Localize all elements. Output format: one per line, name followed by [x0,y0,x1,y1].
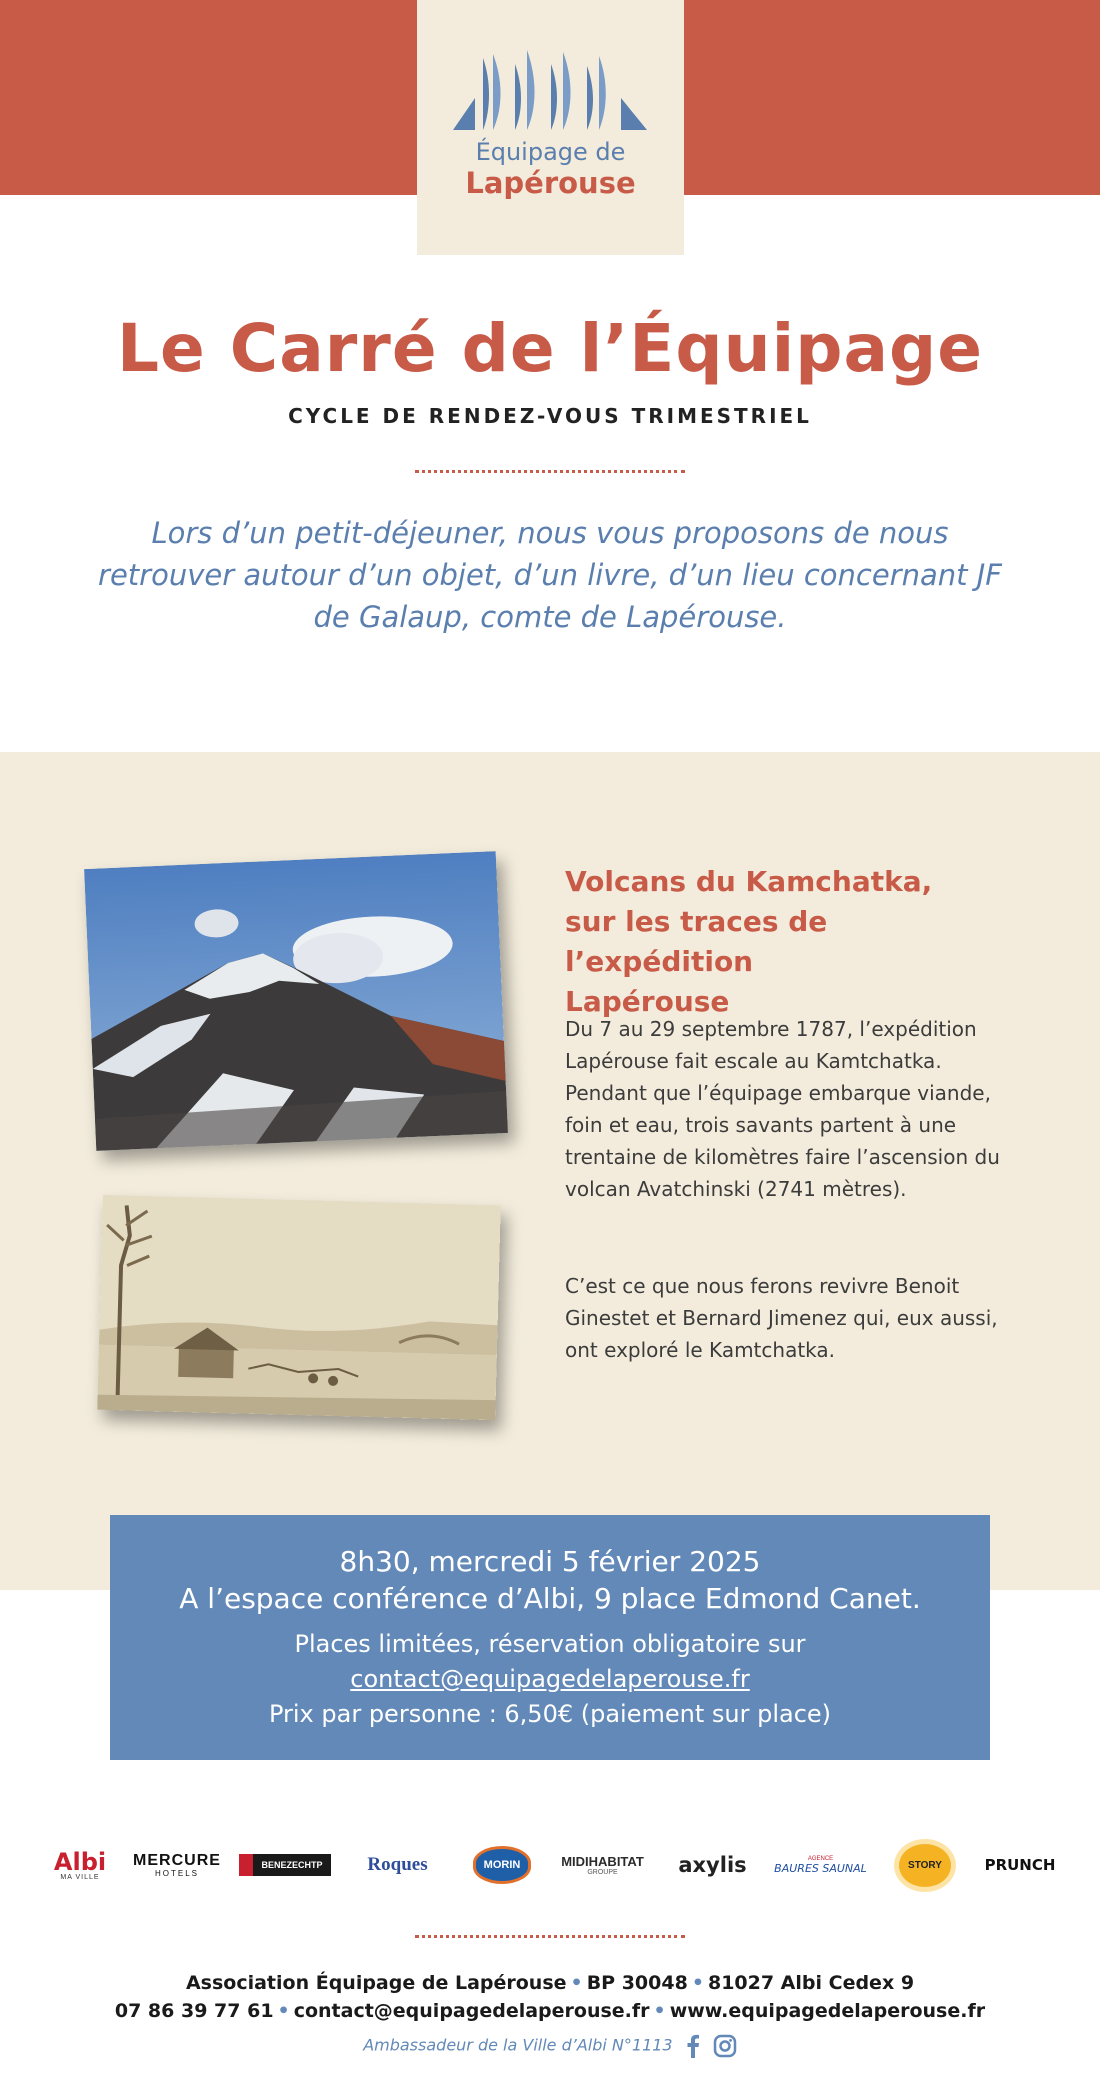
sponsor-albi-logo: Albi MA VILLE [53,1847,107,1881]
footer-website-link[interactable]: www.equipagedelaperouse.fr [669,2000,986,2022]
volcano-photo [84,851,508,1151]
event-location: A l’espace conférence d’Albi, 9 place Edmond Canet. [179,1582,921,1615]
sponsor-mercure-logo: MERCURE HOTELS [133,1851,221,1878]
event-title-line: Volcans du Kamchatka, [565,865,933,898]
event-info-box [110,1515,990,1760]
event-title-line: sur les traces de l’expédition [565,905,828,978]
event-datetime: 8h30, mercredi 5 février 2025 [339,1545,761,1578]
intro-text: Lors d’un petit-déjeuner, nous vous proposons de nous retrouver autour d’un objet, d’un livre, d’un lieu concernant JF de Galaup, comte de Lapérouse. [98,516,1002,634]
booking-email-link[interactable]: contact@equipagedelaperouse.fr [350,1665,750,1693]
bullet-separator: • [691,1972,704,1994]
sponsor-morin-logo: MORIN [470,1835,534,1895]
bullet-separator: • [653,2000,666,2022]
price-text: Prix par personne : 6,50€ (paiement sur place) [268,1700,832,1728]
footer-phone[interactable]: 07 86 39 77 61 [114,2000,274,2022]
page-title: Le Carré de l’Équipage [116,310,983,387]
sponsor-axylis-logo: axylis [678,1853,747,1877]
sponsor-prunch-logo: PRUNCH [984,1856,1056,1874]
engraving-image [97,1195,500,1420]
event-title [565,862,1005,1022]
footer-ambassador [0,2034,1100,2058]
sponsor-story-logo: STORY [893,1835,957,1895]
sponsor-roques-logo: Roques [367,1854,428,1875]
sponsor-baures-saunal-logo: AGENCE BAURES SAUNAL [774,1855,867,1875]
dotted-divider [415,1935,685,1938]
footer-contact [0,2000,1100,2022]
ambassador-text: Ambassadeur de la Ville d’Albi N°1113 [363,2035,673,2055]
sponsor-midihabitat-logo: MIDIHABITAT GROUPE [561,1853,644,1876]
logo-text-line1: Équipage de [475,138,626,166]
event-title-line: Lapérouse [565,985,730,1018]
footer-address [0,1972,1100,1994]
event-description-2: C’est ce que nous ferons revivre Benoit Ginestet et Bernard Jimenez qui, eux aussi, ont exploré le Kamtchatka. [565,1274,998,1362]
instagram-icon[interactable] [713,2034,737,2058]
sponsor-logos [45,1835,1065,1895]
footer-email-link[interactable]: contact@equipagedelaperouse.fr [293,2000,650,2022]
footer-city: 81027 Albi Cedex 9 [707,1972,915,1994]
bullet-separator: • [277,2000,290,2022]
footer-assoc: Association Équipage de Lapérouse [185,1972,567,1994]
booking-text: Places limitées, réservation obligatoire sur [294,1630,806,1658]
event-description-1: Du 7 au 29 septembre 1787, l’expédition Lapérouse fait escale au Kamtchatka. Pendant que l’équipage embarque viande, foin et eau, trois savants partent à une trentaine de kilomètres faire l’ascension du volcan Avatchinski (2741 mètres). [565,1017,1000,1201]
page-subtitle: CYCLE DE RENDEZ-VOUS TRIMESTRIEL [288,404,812,428]
logo-block [417,0,684,255]
dotted-divider [415,470,685,473]
footer-bp: BP 30048 [586,1972,688,1994]
sails-logo-icon [445,50,656,132]
facebook-icon[interactable] [686,2034,700,2058]
bullet-separator: • [570,1972,583,1994]
sponsor-benezech-logo: BENEZECHTP [237,1835,333,1895]
logo-text-line2: Lapérouse [465,166,636,200]
